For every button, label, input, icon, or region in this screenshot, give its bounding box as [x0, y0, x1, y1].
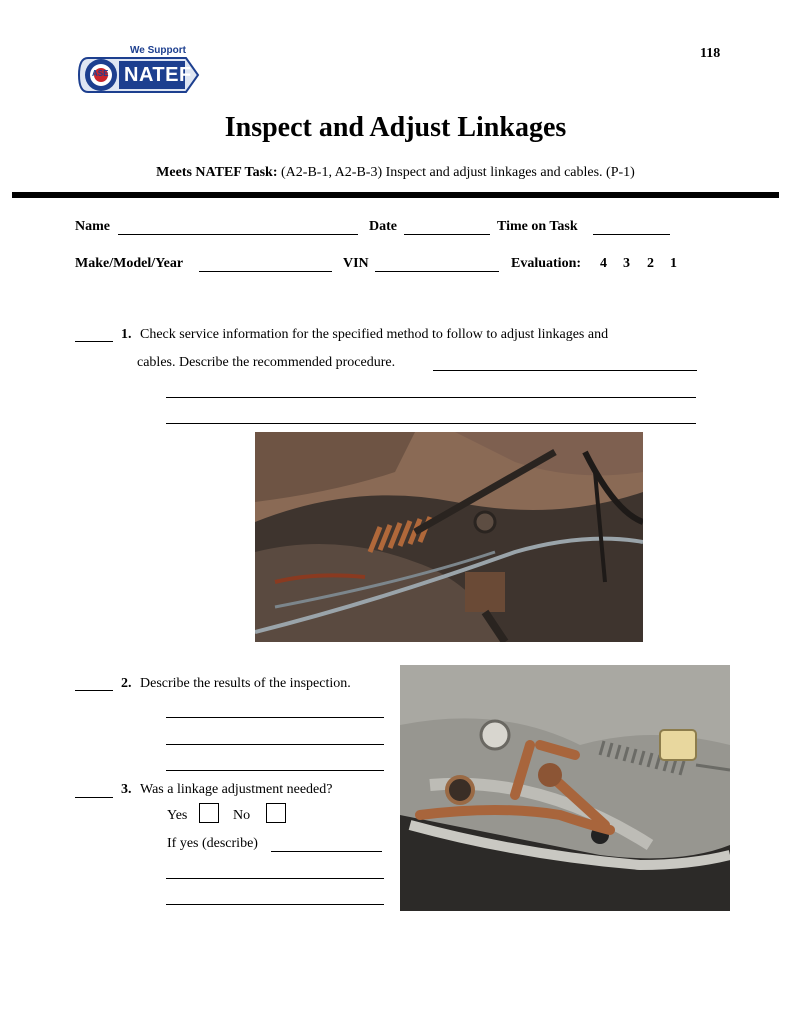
page-number: 118 — [700, 46, 721, 61]
natef-logo — [74, 44, 204, 106]
date-label: Date — [369, 219, 397, 234]
vin-label: VIN — [343, 256, 369, 271]
step1-text-line2: cables. Describe the recommended procedure. — [137, 355, 396, 370]
evaluation-score-4[interactable]: 4 — [600, 256, 607, 271]
step2-answer-line[interactable] — [166, 717, 384, 718]
page-title: Inspect and Adjust Linkages — [224, 112, 567, 143]
name-field[interactable] — [118, 234, 358, 235]
yes-checkbox[interactable] — [199, 803, 219, 823]
step3-number: 3. — [121, 782, 132, 797]
step2-check-blank[interactable] — [75, 690, 113, 691]
logo-brand: NATEF — [124, 64, 192, 86]
step3-check-blank[interactable] — [75, 797, 113, 798]
vin-field[interactable] — [375, 271, 499, 272]
evaluation-score-1[interactable]: 1 — [670, 256, 677, 271]
step1-answer-line[interactable] — [166, 397, 696, 398]
step1-answer-line[interactable] — [433, 370, 697, 371]
no-label: No — [233, 808, 251, 823]
step3-answer-line[interactable] — [166, 878, 384, 879]
logo-tagline: We Support — [130, 45, 186, 56]
task-label: Meets NATEF Task: — [156, 165, 278, 180]
describe-label: If yes (describe) — [167, 836, 258, 851]
vehicle-field[interactable] — [199, 271, 332, 272]
step1-check-blank[interactable] — [75, 341, 113, 342]
vehicle-label: Make/Model/Year — [75, 256, 184, 271]
yes-label: Yes — [167, 808, 188, 823]
step1-answer-line[interactable] — [166, 423, 696, 424]
step1-number: 1. — [121, 327, 132, 342]
name-label: Name — [75, 219, 110, 234]
rusty-linkage-photo-icon — [255, 432, 643, 642]
step2-answer-line[interactable] — [166, 770, 384, 771]
step3-text: Was a linkage adjustment needed? — [140, 782, 333, 797]
step2-answer-line[interactable] — [166, 744, 384, 745]
date-field[interactable] — [404, 234, 490, 235]
step3-answer-line[interactable] — [271, 851, 382, 852]
step1-text-line1: Check service information for the specified method to follow to adjust linkages and — [140, 327, 609, 342]
step2-text: Describe the results of the inspection. — [140, 676, 351, 691]
time-field[interactable] — [593, 234, 670, 235]
evaluation-label: Evaluation: — [511, 256, 582, 271]
task-text: (A2-B-1, A2-B-3) Inspect and adjust linkages and cables. (P-1) — [281, 165, 635, 180]
linkage-photo-1 — [255, 432, 643, 642]
evaluation-score-3[interactable]: 3 — [623, 256, 630, 271]
logo-badge: ASE — [92, 69, 109, 78]
task-line — [0, 165, 791, 181]
no-checkbox[interactable] — [266, 803, 286, 823]
step3-answer-line[interactable] — [166, 904, 384, 905]
time-label: Time on Task — [497, 219, 578, 234]
header-divider — [12, 192, 779, 198]
linkage-photo-2 — [400, 665, 730, 911]
evaluation-score-2[interactable]: 2 — [647, 256, 654, 271]
step2-number: 2. — [121, 676, 132, 691]
transmission-linkage-photo-icon — [400, 665, 730, 911]
